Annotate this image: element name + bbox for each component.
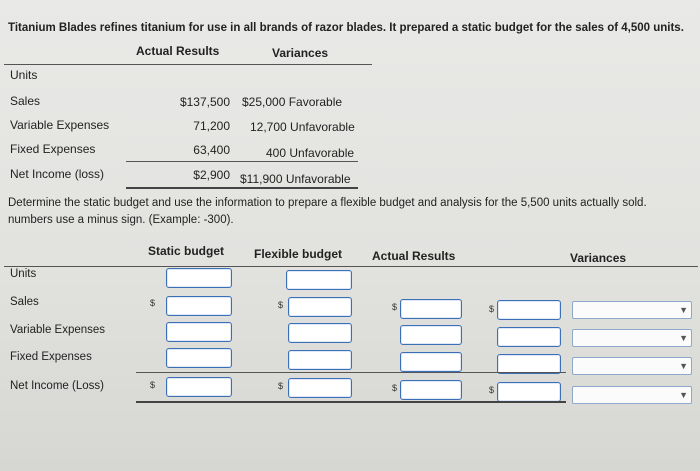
variance-sales-currency: $ xyxy=(489,304,495,314)
static-sales-input[interactable] xyxy=(166,296,232,316)
given-subtotal-rule xyxy=(126,161,358,162)
given-row-label-sales: Sales xyxy=(10,94,41,108)
given-row-label-units: Units xyxy=(10,68,38,82)
given-variance-variable: 12,700 Unfavorable xyxy=(250,120,355,134)
given-header-rule xyxy=(4,64,372,65)
given-total-rule xyxy=(126,187,358,189)
actual-sales-input[interactable] xyxy=(400,299,462,319)
chevron-down-icon: ▼ xyxy=(679,361,688,371)
flexible-sales-currency: $ xyxy=(278,300,284,310)
answer-header-flexible: Flexible budget xyxy=(254,247,343,261)
static-net-input[interactable] xyxy=(166,377,232,397)
static-fixed-input[interactable] xyxy=(166,348,232,368)
given-variance-fixed: 400 Unfavorable xyxy=(266,146,355,160)
actual-variable-input[interactable] xyxy=(400,325,462,345)
actual-net-input[interactable] xyxy=(400,380,462,400)
flexible-fixed-input[interactable] xyxy=(288,350,352,370)
flexible-net-input[interactable] xyxy=(288,378,352,398)
actual-sales-currency: $ xyxy=(392,302,398,312)
variance-type-fixed-select[interactable] xyxy=(572,357,692,375)
given-variance-sales: $25,000 Favorable xyxy=(242,95,343,109)
answer-row-label-variable: Variable Expenses xyxy=(10,324,106,336)
flexible-net-currency: $ xyxy=(278,381,284,391)
answer-row-label-net: Net Income (Loss) xyxy=(10,380,104,392)
given-header-actual: Actual Results xyxy=(136,44,220,58)
answer-row-label-units: Units xyxy=(10,268,37,280)
given-actual-sales: $137,500 xyxy=(179,95,230,109)
static-units-input[interactable] xyxy=(166,268,232,288)
static-sales-currency: $ xyxy=(150,298,156,308)
instructions-line-2: numbers use a minus sign. (Example: -300). xyxy=(8,214,234,226)
answer-header-actual: Actual Results xyxy=(372,249,456,263)
static-net-currency: $ xyxy=(150,380,156,390)
variance-type-variable-select[interactable] xyxy=(572,329,692,347)
given-actual-net: $2,900 xyxy=(193,168,230,182)
flexible-units-input[interactable] xyxy=(286,270,352,290)
variance-amount-fixed-input[interactable] xyxy=(497,354,561,374)
given-row-label-variable: Variable Expenses xyxy=(10,118,110,132)
variance-type-net-select[interactable] xyxy=(572,386,692,404)
flexible-variable-input[interactable] xyxy=(288,323,352,343)
given-variance-net: $11,900 Unfavorable xyxy=(240,172,351,186)
given-actual-variable: 71,200 xyxy=(193,119,230,133)
answer-total-rule xyxy=(136,401,566,403)
variance-amount-variable-input[interactable] xyxy=(497,327,561,347)
given-row-label-fixed: Fixed Expenses xyxy=(10,142,96,156)
chevron-down-icon: ▼ xyxy=(679,333,688,343)
answer-header-rule xyxy=(4,266,698,267)
problem-intro: Titanium Blades refines titanium for use in all brands of razor blades. It prepared a static budget for the sales of 4,500 units. xyxy=(8,22,684,34)
chevron-down-icon: ▼ xyxy=(679,390,688,400)
actual-fixed-input[interactable] xyxy=(400,352,462,372)
answer-row-label-sales: Sales xyxy=(10,296,39,308)
static-variable-input[interactable] xyxy=(166,322,232,342)
variance-amount-net-input[interactable] xyxy=(497,382,561,402)
variance-net-currency: $ xyxy=(489,385,495,395)
answer-header-variances: Variances xyxy=(570,251,627,265)
instructions-line-1: Determine the static budget and use the information to prepare a flexible budget and analysis for the 5,500 units actually sold. xyxy=(8,197,647,209)
given-actual-fixed: 63,400 xyxy=(193,143,230,157)
given-row-label-net: Net Income (loss) xyxy=(10,167,105,181)
given-header-variances: Variances xyxy=(272,46,329,60)
chevron-down-icon: ▼ xyxy=(679,305,688,315)
actual-net-currency: $ xyxy=(392,383,398,393)
answer-subtotal-rule xyxy=(136,372,566,373)
flexible-sales-input[interactable] xyxy=(288,297,352,317)
answer-row-label-fixed: Fixed Expenses xyxy=(10,351,92,363)
variance-amount-sales-input[interactable] xyxy=(497,300,561,320)
answer-header-static: Static budget xyxy=(148,244,225,258)
variance-type-sales-select[interactable] xyxy=(572,301,692,319)
